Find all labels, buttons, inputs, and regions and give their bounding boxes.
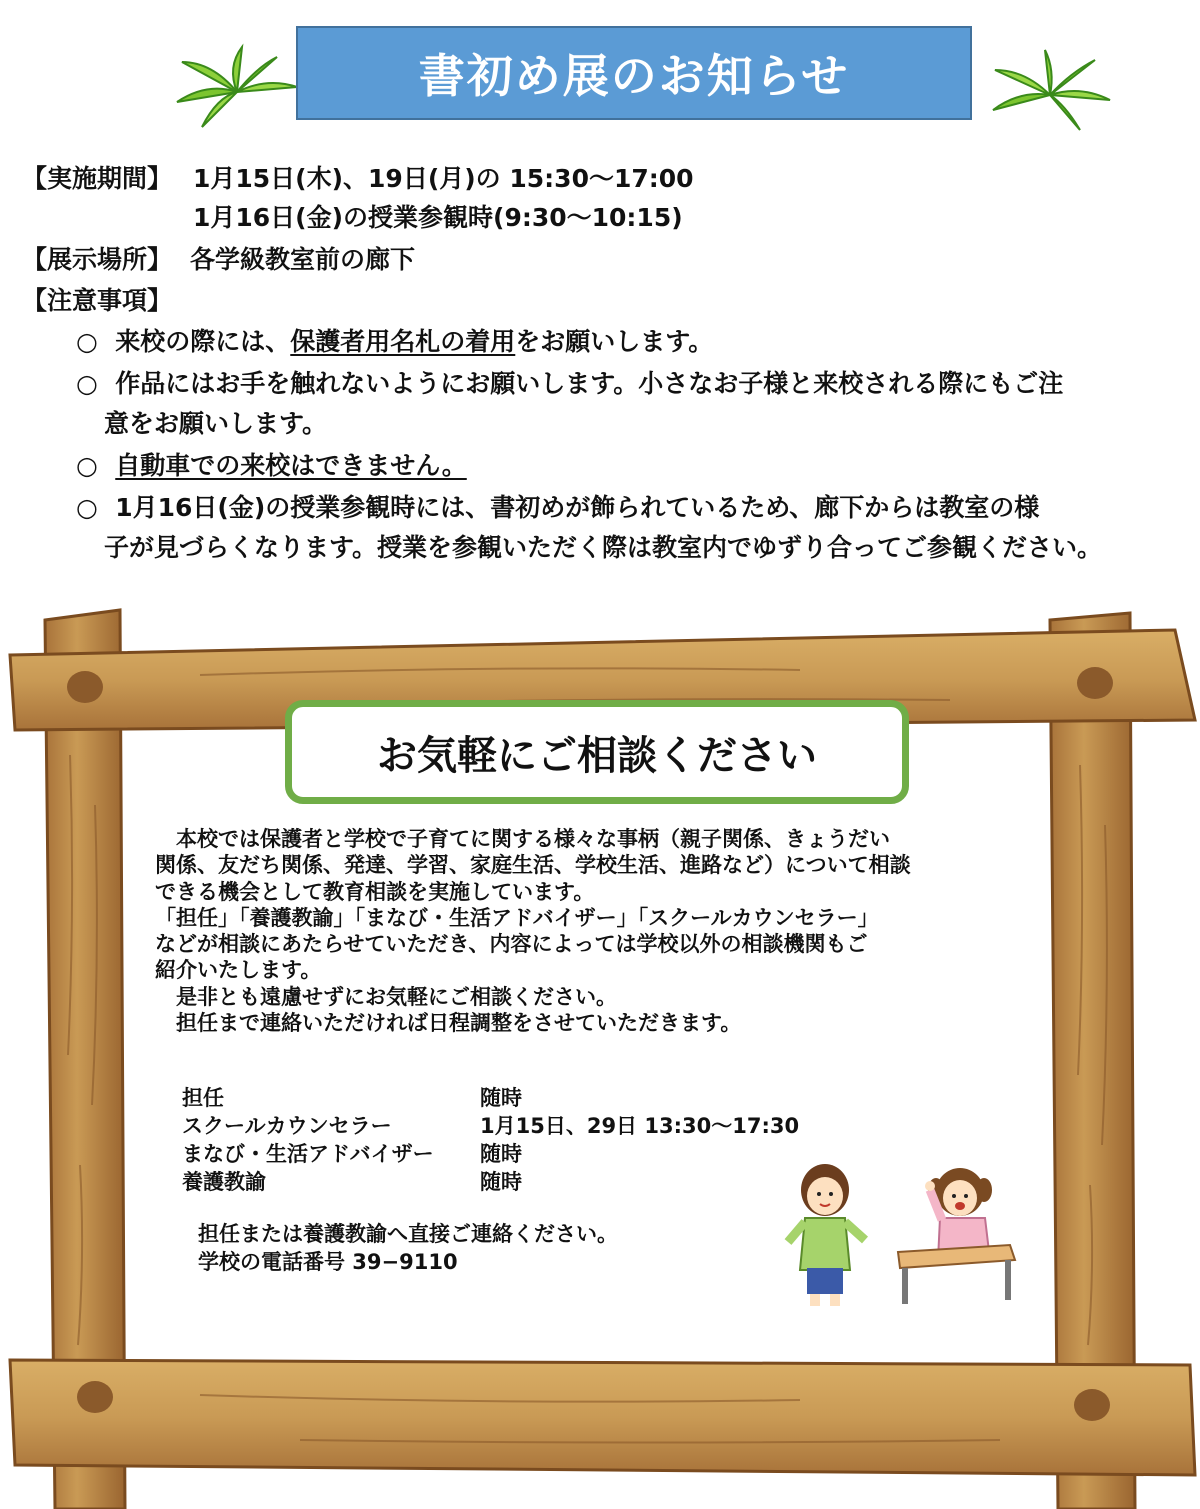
consult-line: 本校では保護者と学校で子育てに関する様々な事柄（親子関係、きょうだい [155,827,890,851]
period-label: 【実施期間】 [22,164,173,193]
consult-line: などが相談にあたらせていただき、内容によっては学校以外の相談機関もご [155,932,868,956]
caution-item-1: ○ 来校の際には、保護者用名札の着用をお願いします。 [76,327,714,356]
caution-item-3: ○ 自動車での来校はできません。 [76,451,467,480]
schedule-time: 随時 [480,1086,522,1110]
schedule-role: 担任 [182,1086,224,1110]
caution-item-4: ○ 1月16日(金)の授業参観時には、書初めが飾られているため、廊下からは教室の様 [76,493,1040,522]
child-right-icon [898,1168,1015,1304]
place-label: 【展示場所】 [22,245,173,274]
phone-line: 学校の電話番号 39−9110 [198,1250,458,1274]
consult-body [155,826,911,1036]
consult-line: 紹介いたします。 [155,958,322,983]
consult-line: 「担任」「養護教諭」「まなび・生活アドバイザー」「スクールカウンセラー」 [155,905,879,930]
schedule-role: まなび・生活アドバイザー [182,1142,434,1166]
schedule-time: 随時 [480,1142,522,1166]
period-line-1: 1月15日(木)、19日(月)の 15:30～17:00 [193,164,694,193]
bullet-icon: ○ [76,493,98,522]
bullet-icon: ○ [76,327,98,356]
bamboo-leaf-right-icon [985,45,1115,135]
bullet-icon: ○ [76,369,98,398]
children-illustration [780,1160,1030,1310]
consult-title-box [285,700,909,804]
consult-line: 関係、友だち関係、発達、学習、家庭生活、学校生活、進路など）について相談 [155,853,911,878]
bullet-icon: ○ [76,451,98,480]
caution-label: 【注意事項】 [22,286,173,315]
schedule-role: 養護教諭 [182,1170,266,1194]
consult-line: できる機会として教育相談を実施しています。 [155,879,595,904]
period-line-2: 1月16日(金)の授業参観時(9:30～10:15) [193,203,683,232]
place-value: 各学級教室前の廊下 [190,245,416,274]
child-left-icon [788,1164,865,1306]
schedule-time: 随時 [480,1170,522,1194]
schedule-role: スクールカウンセラー [182,1114,392,1138]
consult-title: お気軽にご相談ください [377,732,817,779]
bamboo-leaf-left-icon [172,42,302,132]
schedule-time: 1月15日、29日 13:30～17:30 [480,1114,800,1138]
title-banner [296,26,972,120]
caution-item-4-cont: 子が見づらくなります。授業を参観いただく際は教室内でゆずり合ってご参観ください。 [104,533,1103,562]
caution-item-2-cont: 意をお願いします。 [104,409,328,438]
consult-line: 担任まで連絡いただければ日程調整をさせていただきます。 [155,1010,742,1035]
page-title: 書初め展のお知らせ [418,49,850,103]
consult-line: 是非とも遠慮せずにお気軽にご相談ください。 [155,984,617,1009]
caution-item-2: ○ 作品にはお手を触れないようにお願いします。小さなお子様と来校される際にもご注 [76,369,1064,398]
contact-line: 担任または養護教諭へ直接ご連絡ください。 [198,1222,618,1246]
